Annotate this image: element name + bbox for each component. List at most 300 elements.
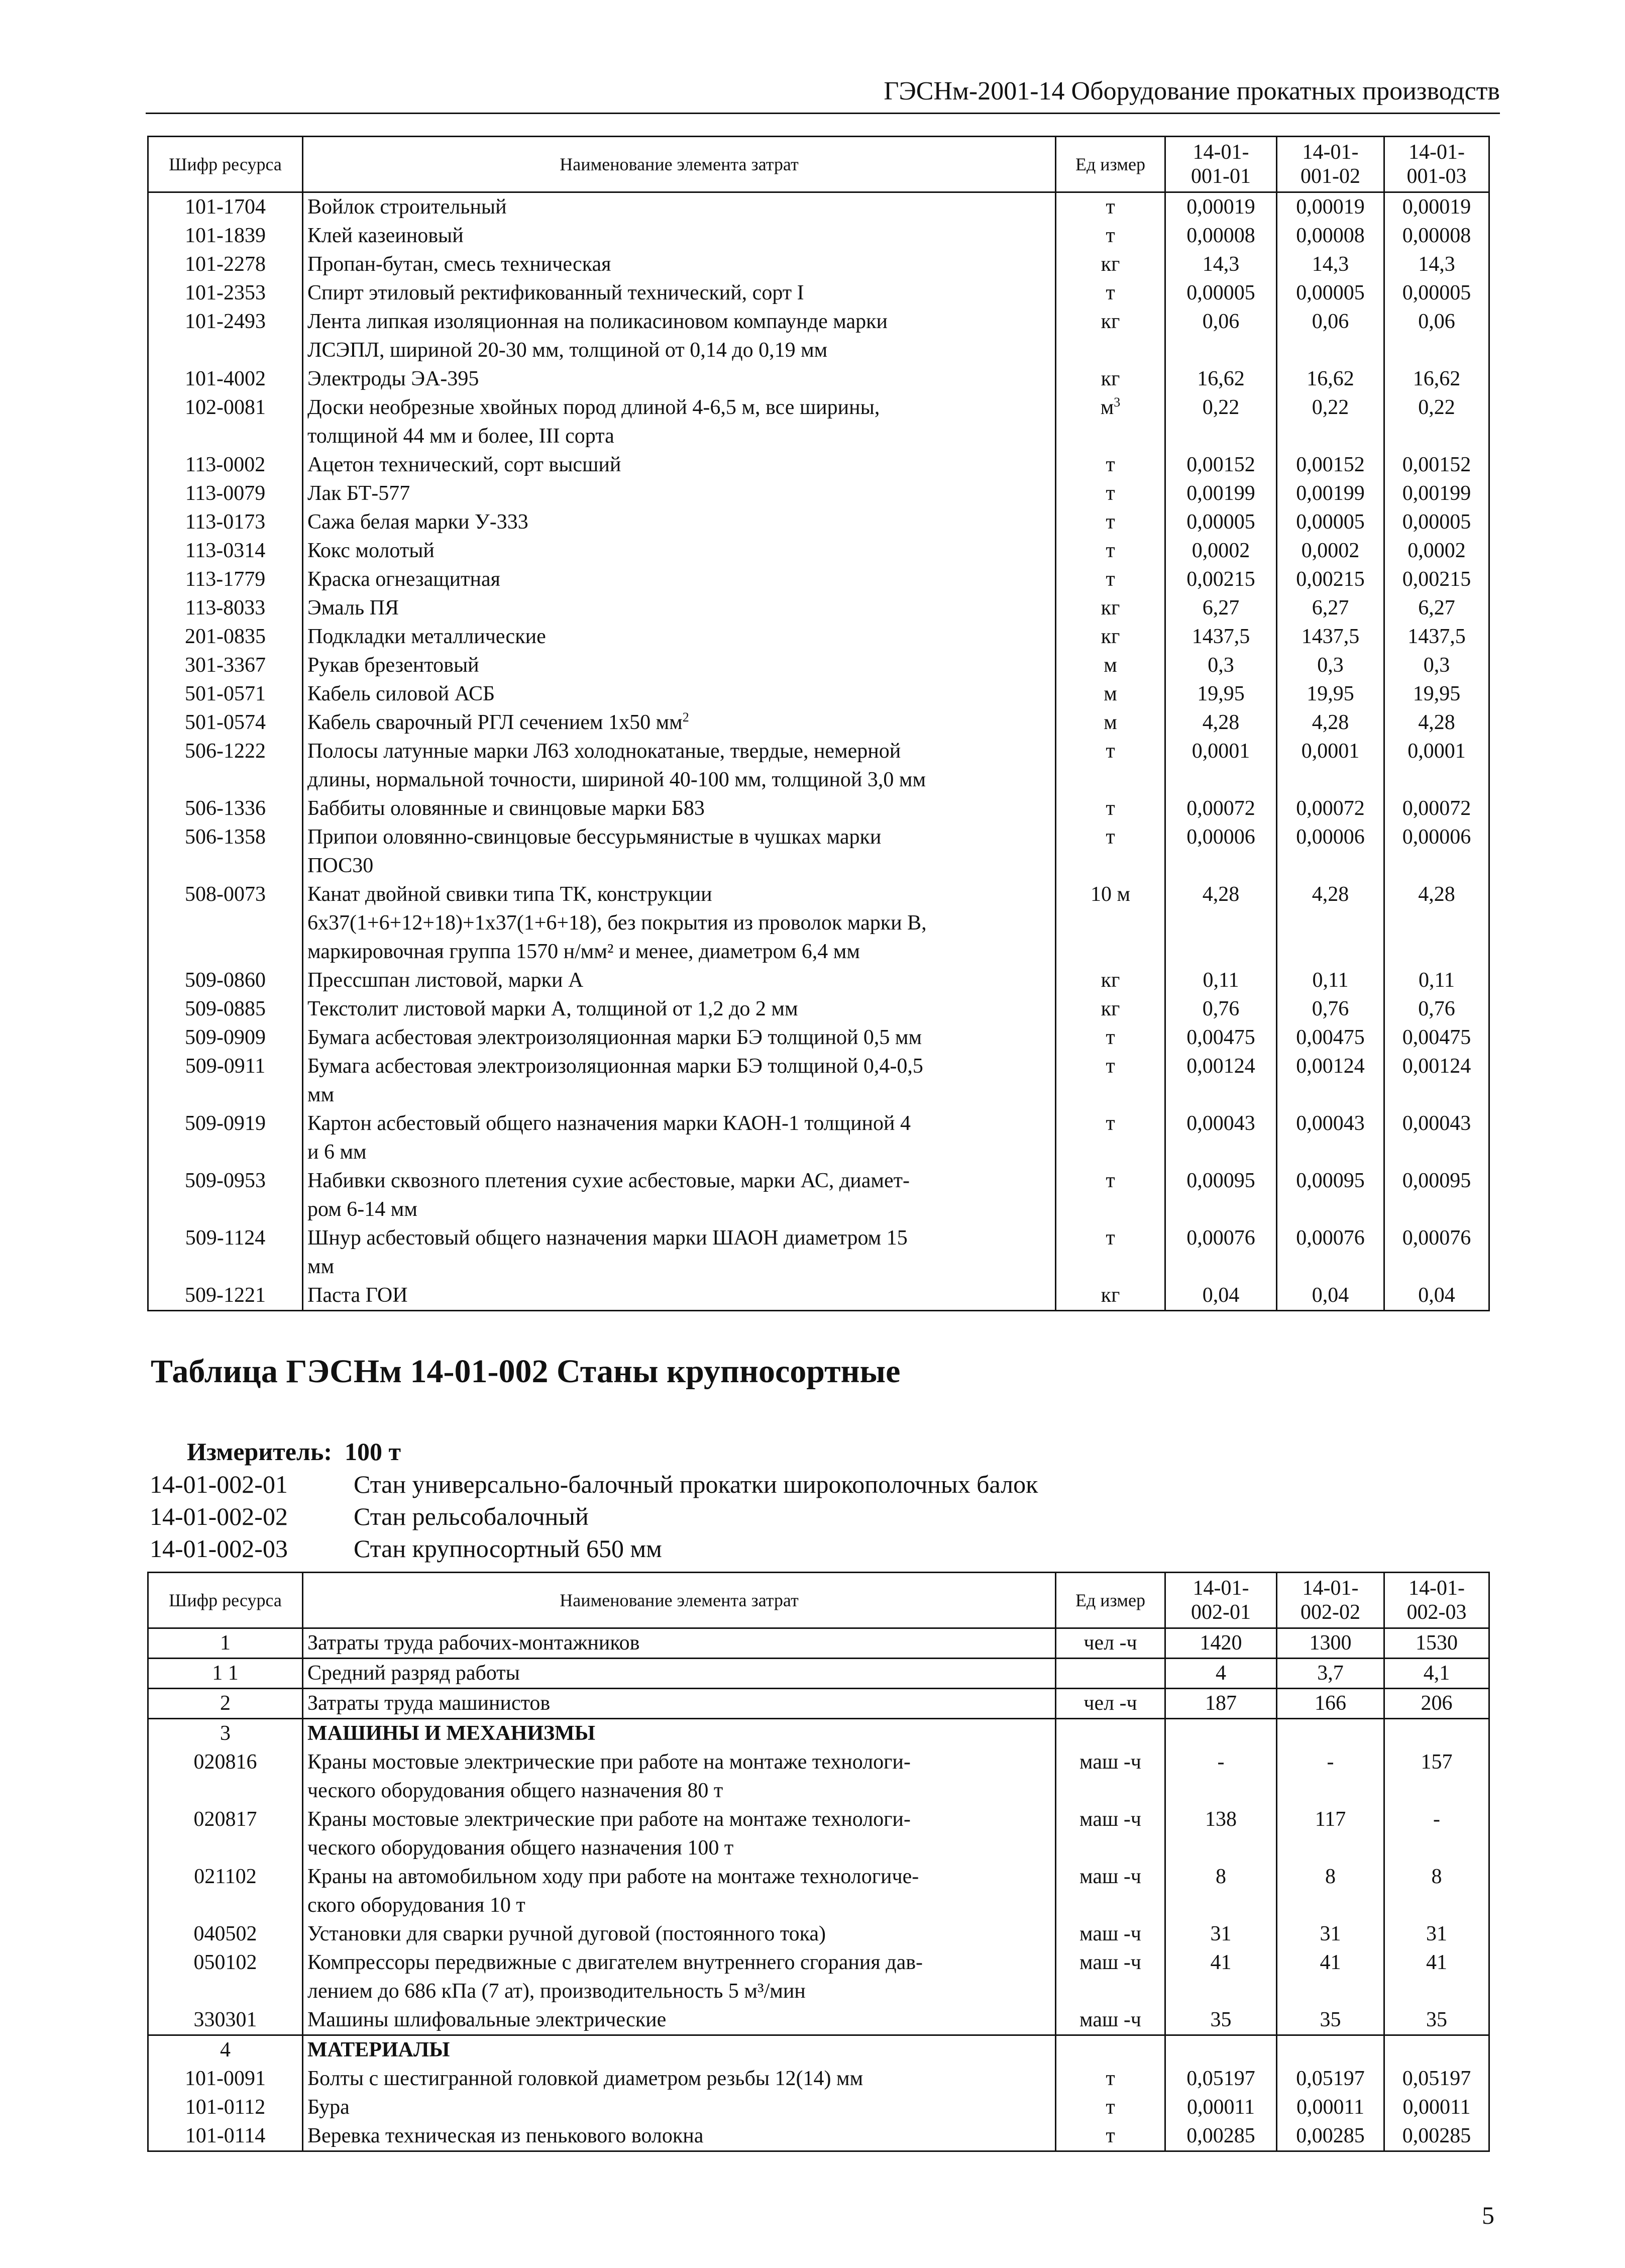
table-row [148, 794, 1489, 823]
value-variant-a: 0,00043 [1165, 1109, 1277, 1167]
table-row [148, 508, 1489, 537]
variant-code: 14-01-002-01 [150, 1470, 288, 1498]
value-variant-b: 0,00043 [1277, 1109, 1384, 1167]
resource-unit: м [1056, 708, 1165, 737]
variant-code: 14-01-002-03 [150, 1534, 288, 1563]
resource-unit [1056, 1659, 1165, 1689]
resource-unit: кг [1056, 594, 1165, 623]
col-header-variant-a-line2: 002-01 [1191, 1601, 1251, 1624]
value-variant-a: 0,00006 [1165, 823, 1277, 880]
resource-name [303, 365, 1056, 393]
resource-name [303, 508, 1056, 537]
resource-unit: т [1056, 1052, 1165, 1109]
resource-unit: маш -ч [1056, 1863, 1165, 1920]
resource-name-line: мм [307, 1255, 335, 1278]
resource-name-line: Войлок строительный [307, 195, 507, 219]
table-row [148, 680, 1489, 708]
value-variant-b: 0,0002 [1277, 537, 1384, 565]
resource-name-line: Кокс молотый [307, 539, 435, 562]
resource-unit: т [1056, 2065, 1165, 2093]
col-header-code: Шифр ресурса [148, 137, 303, 192]
value-variant-c: 0,00005 [1384, 508, 1489, 537]
resource-unit: т [1056, 1224, 1165, 1281]
table-row [148, 623, 1489, 651]
value-variant-b: 14,3 [1277, 250, 1384, 279]
table-row [148, 279, 1489, 307]
resource-name [303, 1167, 1056, 1224]
value-variant-b: 8 [1277, 1863, 1384, 1920]
resource-code: 201-0835 [148, 623, 303, 651]
resource-name [303, 651, 1056, 680]
resource-name [303, 2065, 1056, 2093]
col-header-variant-b-line1: 14-01- [1302, 1577, 1359, 1600]
table-row [148, 1948, 1489, 2006]
resource-name [303, 1748, 1056, 1805]
resource-name [303, 708, 1056, 737]
resource-name [303, 565, 1056, 594]
value-variant-b: 1437,5 [1277, 623, 1384, 651]
value-variant-c: 0,3 [1384, 651, 1489, 680]
value-variant-a: 4,28 [1165, 708, 1277, 737]
resource-table-1-body [148, 192, 1489, 1311]
resource-unit: маш -ч [1056, 2006, 1165, 2035]
value-variant-a: 0,00475 [1165, 1023, 1277, 1052]
table-row [148, 1281, 1489, 1311]
resource-unit: т [1056, 192, 1165, 222]
value-variant-b: 0,00006 [1277, 823, 1384, 880]
table-row [148, 1920, 1489, 1948]
resource-unit: т [1056, 794, 1165, 823]
table-row [148, 250, 1489, 279]
value-variant-b: 31 [1277, 1920, 1384, 1948]
meter-value: 100 т [345, 1437, 401, 1466]
value-variant-b: - [1277, 1748, 1384, 1805]
resource-name-line: Краны мостовые электрические при работе на монтаже технологи- [307, 1808, 911, 1831]
value-variant-a: 0,00005 [1165, 508, 1277, 537]
table-row [148, 880, 1489, 966]
value-variant-c: 0,00006 [1384, 823, 1489, 880]
resource-name-line: Кабель силовой АСБ [307, 682, 495, 705]
value-variant-b: 19,95 [1277, 680, 1384, 708]
resource-name-line: Веревка техническая из пенькового волокна [307, 2124, 704, 2147]
resource-code: 509-0909 [148, 1023, 303, 1052]
value-variant-a: 4,28 [1165, 880, 1277, 966]
value-variant-c: 0,22 [1384, 393, 1489, 451]
table-header-row [148, 1573, 1489, 1628]
resource-name-line: Эмаль ПЯ [307, 596, 399, 620]
value-variant-b: 0,00199 [1277, 479, 1384, 508]
value-variant-b [1277, 1719, 1384, 1748]
resource-code: 050102 [148, 1948, 303, 2006]
resource-unit: м [1056, 680, 1165, 708]
resource-unit: т [1056, 1167, 1165, 1224]
resource-name [303, 794, 1056, 823]
table-row [148, 451, 1489, 479]
value-variant-a: 6,27 [1165, 594, 1277, 623]
resource-name-line: Рукав брезентовый [307, 654, 479, 677]
col-header-variant-c-line2: 002-03 [1406, 1601, 1467, 1624]
resource-unit [1056, 2035, 1165, 2065]
variant-code: 14-01-002-02 [150, 1502, 288, 1530]
value-variant-c: 0,04 [1384, 1281, 1489, 1311]
value-variant-b [1277, 2035, 1384, 2065]
table-row [148, 192, 1489, 222]
resource-name [303, 966, 1056, 995]
resource-code: 113-0173 [148, 508, 303, 537]
resource-code: 509-0860 [148, 966, 303, 995]
resource-code: 506-1336 [148, 794, 303, 823]
value-variant-a: 0,06 [1165, 307, 1277, 365]
resource-name [303, 192, 1056, 222]
resource-name-line: и 6 мм [307, 1141, 367, 1164]
value-variant-c: 0,00215 [1384, 565, 1489, 594]
resource-unit: маш -ч [1056, 1948, 1165, 2006]
resource-name-line: Канат двойной свивки типа ТК, конструкции [307, 883, 712, 906]
value-variant-a: 1420 [1165, 1628, 1277, 1659]
resource-code: 113-1779 [148, 565, 303, 594]
value-variant-c: 14,3 [1384, 250, 1489, 279]
resource-table-2 [147, 1572, 1490, 2152]
resource-name-line: ЛСЭПЛ, шириной 20-30 мм, толщиной от 0,14 до 0,19 мм [307, 339, 828, 362]
table-header-row [148, 137, 1489, 192]
value-variant-a: 0,0002 [1165, 537, 1277, 565]
resource-code: 101-0114 [148, 2122, 303, 2151]
table-row [148, 1628, 1489, 1659]
resource-name-line: Бура [307, 2096, 350, 2119]
resource-name-line: Баббиты оловянные и свинцовые марки Б83 [307, 797, 705, 820]
value-variant-b: 35 [1277, 2006, 1384, 2035]
value-variant-b: 0,00072 [1277, 794, 1384, 823]
resource-name [303, 451, 1056, 479]
resource-unit: т [1056, 1109, 1165, 1167]
resource-name-line: Текстолит листовой марки А, толщиной от 1,2 до 2 мм [307, 997, 798, 1020]
value-variant-b: 0,00095 [1277, 1167, 1384, 1224]
resource-code: 4 [148, 2035, 303, 2065]
resource-name [303, 680, 1056, 708]
col-header-variant-b [1277, 1573, 1384, 1628]
resource-unit: кг [1056, 623, 1165, 651]
value-variant-c: 35 [1384, 2006, 1489, 2035]
resource-name [303, 1920, 1056, 1948]
value-variant-c: 6,27 [1384, 594, 1489, 623]
table-row [148, 1109, 1489, 1167]
resource-name-line: Спирт этиловый ректификованный технический, сорт I [307, 281, 804, 304]
resource-name-line: Затраты труда рабочих-монтажников [307, 1631, 640, 1655]
resource-name-line: Средний разряд работы [307, 1662, 520, 1685]
value-variant-c: 0,00475 [1384, 1023, 1489, 1052]
resource-code: 509-0885 [148, 995, 303, 1023]
resource-code: 113-8033 [148, 594, 303, 623]
resource-code: 101-1839 [148, 222, 303, 250]
table-row [148, 1805, 1489, 1863]
value-variant-c: 16,62 [1384, 365, 1489, 393]
resource-name [303, 1805, 1056, 1863]
resource-name-line: лением до 686 кПа (7 ат), производительность 5 м³/мин [307, 1980, 806, 2003]
resource-unit: кг [1056, 966, 1165, 995]
value-variant-c: 0,06 [1384, 307, 1489, 365]
resource-name-line: Лак БТ-577 [307, 482, 410, 505]
resource-name [303, 1224, 1056, 1281]
resource-code: 1 1 [148, 1659, 303, 1689]
table-row [148, 708, 1489, 737]
value-variant-a: 0,00095 [1165, 1167, 1277, 1224]
value-variant-a: 0,00199 [1165, 479, 1277, 508]
resource-name-line: ПОС30 [307, 854, 374, 877]
resource-unit: чел -ч [1056, 1689, 1165, 1719]
resource-name [303, 1281, 1056, 1311]
variant-text: Стан крупносортный 650 мм [354, 1534, 662, 1563]
section-row [148, 1719, 1489, 1748]
col-header-variant-b-line2: 002-02 [1301, 1601, 1360, 1624]
resource-code: 101-4002 [148, 365, 303, 393]
table-row [148, 1659, 1489, 1689]
resource-name-line: Установки для сварки ручной дуговой (постоянного тока) [307, 1922, 826, 1945]
col-header-variant-c [1384, 137, 1489, 192]
resource-name-line: Клей казеиновый [307, 224, 464, 247]
resource-code: 501-0574 [148, 708, 303, 737]
resource-name-line: Подкладки металлические [307, 625, 546, 648]
value-variant-a: 0,22 [1165, 393, 1277, 451]
resource-name-line: МАШИНЫ И МЕХАНИЗМЫ [307, 1722, 596, 1745]
value-variant-b: 0,00005 [1277, 279, 1384, 307]
resource-name-line: Кабель сварочный РГЛ сечением 1х50 $мм^2$ [307, 710, 689, 734]
table-row [148, 307, 1489, 365]
resource-name-line: Машины шлифовальные электрические [307, 2008, 667, 2031]
resource-unit: м [1056, 651, 1165, 680]
resource-name-line: Бумага асбестовая электроизоляционная марки БЭ толщиной 0,5 мм [307, 1026, 922, 1049]
resource-name-line: Сажа белая марки У-333 [307, 510, 528, 534]
resource-code: 2 [148, 1689, 303, 1719]
resource-name [303, 1052, 1056, 1109]
value-variant-a: 19,95 [1165, 680, 1277, 708]
resource-unit: т [1056, 2122, 1165, 2151]
resource-name-line: толщиной 44 мм и более, III сорта [307, 425, 614, 448]
resource-name [303, 2122, 1056, 2151]
resource-name [303, 995, 1056, 1023]
table-row [148, 2065, 1489, 2093]
resource-code: 301-3367 [148, 651, 303, 680]
col-header-unit: Ед измер [1056, 1573, 1165, 1628]
resource-name [303, 594, 1056, 623]
resource-name [303, 623, 1056, 651]
value-variant-c: 0,00076 [1384, 1224, 1489, 1281]
value-variant-b: 0,0001 [1277, 737, 1384, 794]
value-variant-b: 3,7 [1277, 1659, 1384, 1689]
value-variant-a [1165, 2035, 1277, 2065]
value-variant-c: 31 [1384, 1920, 1489, 1948]
resource-code: 506-1222 [148, 737, 303, 794]
col-header-variant-a [1165, 137, 1277, 192]
resource-name [303, 1689, 1056, 1719]
table-row [148, 479, 1489, 508]
value-variant-b: 0,06 [1277, 307, 1384, 365]
table-row [148, 1689, 1489, 1719]
value-variant-b: 0,00124 [1277, 1052, 1384, 1109]
value-variant-a: 0,00011 [1165, 2093, 1277, 2122]
value-variant-c: 41 [1384, 1948, 1489, 2006]
value-variant-b: 16,62 [1277, 365, 1384, 393]
resource-name-line: Паста ГОИ [307, 1284, 408, 1307]
value-variant-c: - [1384, 1805, 1489, 1863]
resource-code: 3 [148, 1719, 303, 1748]
resource-unit: т [1056, 2093, 1165, 2122]
value-variant-c: 0,0002 [1384, 537, 1489, 565]
resource-unit: $м^3$ [1056, 393, 1165, 451]
resource-name [303, 2093, 1056, 2122]
resource-name [303, 393, 1056, 451]
resource-unit: т [1056, 451, 1165, 479]
col-header-variant-a-line1: 14-01- [1193, 141, 1249, 164]
value-variant-a: 31 [1165, 1920, 1277, 1948]
resource-code: 509-0953 [148, 1167, 303, 1224]
resource-name-line: Бумага асбестовая электроизоляционная марки БЭ толщиной 0,4-0,5 [307, 1055, 923, 1078]
value-variant-c: 0,00199 [1384, 479, 1489, 508]
resource-code: 509-1124 [148, 1224, 303, 1281]
resource-unit: т [1056, 222, 1165, 250]
value-variant-c: 0,00072 [1384, 794, 1489, 823]
col-header-variant-b-line1: 14-01- [1302, 141, 1359, 164]
resource-name [303, 1628, 1056, 1659]
table-row [148, 1052, 1489, 1109]
value-variant-b: 0,04 [1277, 1281, 1384, 1311]
resource-code: 102-0081 [148, 393, 303, 451]
resource-name-line: Картон асбестовый общего назначения марки КАОН-1 толщиной 4 [307, 1112, 911, 1135]
resource-code: 020816 [148, 1748, 303, 1805]
resource-code: 506-1358 [148, 823, 303, 880]
value-variant-a: 187 [1165, 1689, 1277, 1719]
resource-unit: маш -ч [1056, 1920, 1165, 1948]
resource-unit: кг [1056, 365, 1165, 393]
resource-unit [1056, 1719, 1165, 1748]
table-row [148, 1863, 1489, 1920]
resource-name-line: Затраты труда машинистов [307, 1692, 551, 1715]
value-variant-a: 0,00285 [1165, 2122, 1277, 2151]
value-variant-c: 0,00005 [1384, 279, 1489, 307]
variant-list [150, 1468, 1038, 1565]
value-variant-a: 0,00019 [1165, 192, 1277, 222]
resource-code: 113-0002 [148, 451, 303, 479]
value-variant-b: 0,05197 [1277, 2065, 1384, 2093]
table-row [148, 1167, 1489, 1224]
resource-name [303, 823, 1056, 880]
meter-label: Измеритель: [187, 1437, 333, 1466]
value-variant-b: 4,28 [1277, 708, 1384, 737]
resource-name [303, 479, 1056, 508]
value-variant-b: 41 [1277, 1948, 1384, 2006]
resource-table-2-body [148, 1628, 1489, 2151]
resource-unit: чел -ч [1056, 1628, 1165, 1659]
table-row [148, 393, 1489, 451]
value-variant-c: 0,00043 [1384, 1109, 1489, 1167]
variant-item [150, 1500, 1038, 1532]
value-variant-b: 166 [1277, 1689, 1384, 1719]
table-row [148, 651, 1489, 680]
value-variant-b: 0,76 [1277, 995, 1384, 1023]
value-variant-b: 1300 [1277, 1628, 1384, 1659]
table-row [148, 995, 1489, 1023]
resource-name-line: 6х37(1+6+12+18)+1х37(1+6+18), без покрытия из проволок марки В, [307, 911, 927, 935]
resource-code: 1 [148, 1628, 303, 1659]
resource-name [303, 2035, 1056, 2065]
resource-name [303, 737, 1056, 794]
resource-name-line: мм [307, 1083, 335, 1106]
value-variant-b: 0,11 [1277, 966, 1384, 995]
resource-unit: т [1056, 479, 1165, 508]
resource-name-line: ческого оборудования общего назначения 80 т [307, 1779, 723, 1802]
table-row [148, 2093, 1489, 2122]
value-variant-a: 0,11 [1165, 966, 1277, 995]
table-row [148, 365, 1489, 393]
value-variant-b: 6,27 [1277, 594, 1384, 623]
col-header-variant-c-line1: 14-01- [1409, 141, 1465, 164]
resource-code: 101-0112 [148, 2093, 303, 2122]
value-variant-a: 0,00152 [1165, 451, 1277, 479]
value-variant-b: 0,00285 [1277, 2122, 1384, 2151]
resource-code: 113-0079 [148, 479, 303, 508]
value-variant-c: 0,76 [1384, 995, 1489, 1023]
variant-text: Стан универсально-балочный прокатки широкополочных балок [354, 1470, 1038, 1498]
resource-code: 101-1704 [148, 192, 303, 222]
col-header-unit: Ед измер [1056, 137, 1165, 192]
resource-name-line: Пропан-бутан, смесь техническая [307, 253, 611, 276]
value-variant-a: 0,00076 [1165, 1224, 1277, 1281]
section-row [148, 2035, 1489, 2065]
value-variant-a: 1437,5 [1165, 623, 1277, 651]
value-variant-a: 0,00072 [1165, 794, 1277, 823]
resource-name-line: Краны мостовые электрические при работе на монтаже технологи- [307, 1750, 911, 1774]
col-header-name: Наименование элемента затрат [303, 137, 1056, 192]
value-variant-c: 4,1 [1384, 1659, 1489, 1689]
value-variant-c: 0,00285 [1384, 2122, 1489, 2151]
value-variant-a: 0,00005 [1165, 279, 1277, 307]
resource-name [303, 1719, 1056, 1748]
value-variant-b: 0,22 [1277, 393, 1384, 451]
value-variant-b: 0,00011 [1277, 2093, 1384, 2122]
resource-name [303, 1659, 1056, 1689]
resource-code: 021102 [148, 1863, 303, 1920]
resource-unit: т [1056, 565, 1165, 594]
value-variant-c: 19,95 [1384, 680, 1489, 708]
value-variant-a: 41 [1165, 1948, 1277, 2006]
resource-name-line: длины, нормальной точности, шириной 40-100 мм, толщиной 3,0 мм [307, 768, 926, 791]
value-variant-b: 4,28 [1277, 880, 1384, 966]
value-variant-c: 1530 [1384, 1628, 1489, 1659]
table-row [148, 222, 1489, 250]
value-variant-a: 0,76 [1165, 995, 1277, 1023]
col-header-variant-a [1165, 1573, 1277, 1628]
value-variant-a: 0,0001 [1165, 737, 1277, 794]
page-number: 5 [1482, 2201, 1494, 2229]
value-variant-a: 0,00008 [1165, 222, 1277, 250]
col-header-variant-c-line1: 14-01- [1409, 1577, 1465, 1600]
resource-unit: кг [1056, 250, 1165, 279]
resource-name-line: Доски необрезные хвойных пород длиной 4-6,5 м, все ширины, [307, 396, 880, 419]
value-variant-b: 0,00475 [1277, 1023, 1384, 1052]
resource-code: 113-0314 [148, 537, 303, 565]
resource-name [303, 1863, 1056, 1920]
value-variant-c: 0,05197 [1384, 2065, 1489, 2093]
resource-code: 501-0571 [148, 680, 303, 708]
col-header-variant-c-line2: 001-03 [1406, 165, 1467, 188]
table-row [148, 823, 1489, 880]
value-variant-c: 0,00008 [1384, 222, 1489, 250]
value-variant-c: 206 [1384, 1689, 1489, 1719]
value-variant-a [1165, 1719, 1277, 1748]
resource-code: 101-2353 [148, 279, 303, 307]
value-variant-c: 157 [1384, 1748, 1489, 1805]
resource-name [303, 1023, 1056, 1052]
value-variant-a: - [1165, 1748, 1277, 1805]
